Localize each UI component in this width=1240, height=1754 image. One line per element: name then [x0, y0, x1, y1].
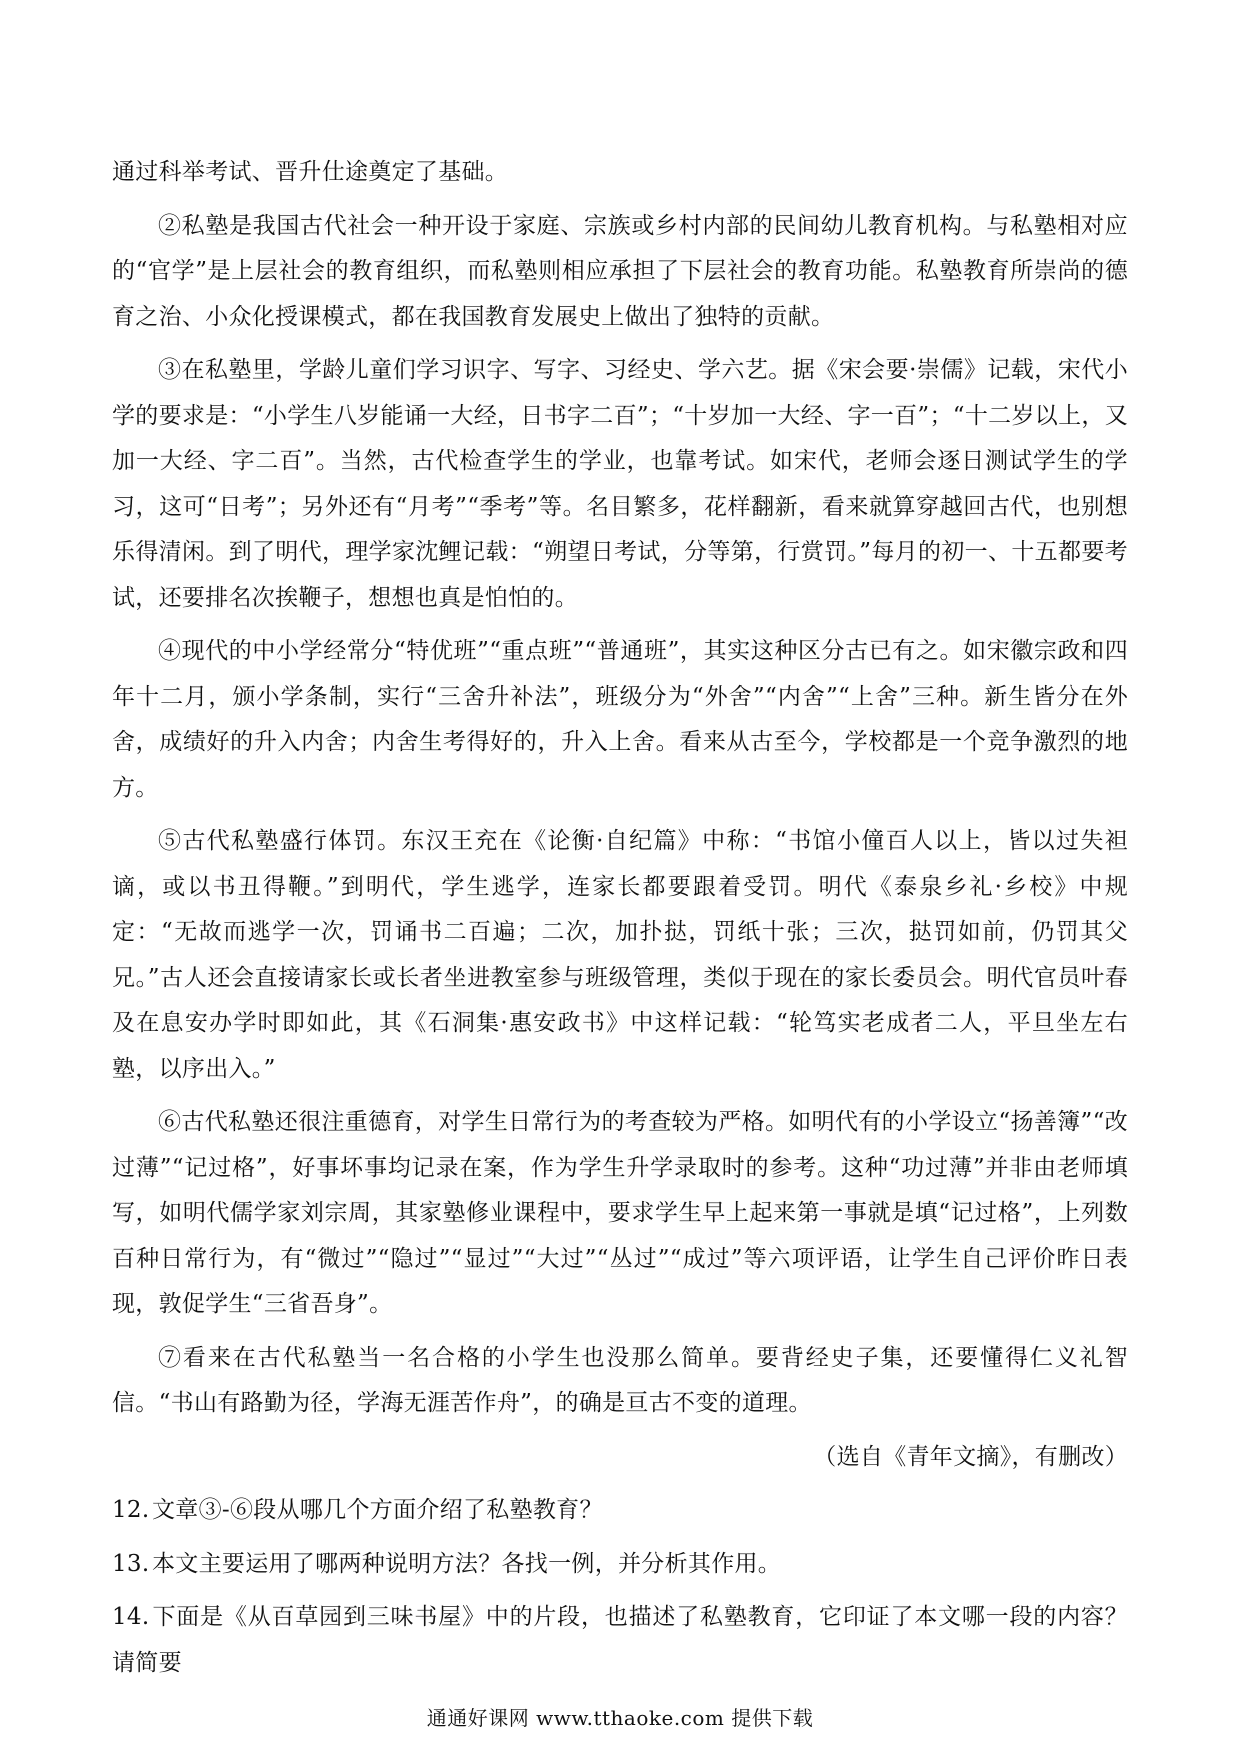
question-text: 下面是《从百草园到三味书屋》中的片段，也描述了私塾教育，它印证了本文哪一段的内容？请简要 [112, 1604, 1128, 1676]
paragraph-2: ②私塾是我国古代社会一种开设于家庭、宗族或乡村内部的民间幼儿教育机构。与私塾相对应的“官学”是上层社会的教育组织，而私塾则相应承担了下层社会的教育功能。私塾教育所崇尚的德育之治、小众化授课模式，都在我国教育发展史上做出了独特的贡献。 [112, 212, 1128, 330]
paragraph-4: ④现代的中小学经常分“特优班”“重点班”“普通班”，其实这种区分古已有之。如宋徽宗政和四年十二月，颁小学条制，实行“三舍升补法”，班级分为“外舍”“内舍”“上舍”三种。新生皆分在外舍，成绩好的升入内舍；内舍生考得好的，升入上舍。看来从古至今，学校都是一个竞争激烈的地方。 [112, 638, 1128, 801]
paragraph-5: ⑤古代私塾盛行体罚。东汉王充在《论衡·自纪篇》中称：“书馆小僮百人以上，皆以过失袒谪，或以书丑得鞭。”到明代，学生逃学，连家长都要跟着受罚。明代《泰泉乡礼·乡校》中规定：“无故而逃学一次，罚诵书二百遍；二次，加扑挞，罚纸十张；三次，挞罚如前，仍罚其父兄。”古人还会直接请家长或长者坐进教室参与班级管理，类似于现在的家长委员会。明代官员叶春及在息安办学时即如此，其《石洞集·惠安政书》中这样记载：“轮笃实老成者二人，平旦坐左右塾，以序出入。” [112, 828, 1128, 1082]
question-14 [112, 1595, 1128, 1686]
article-body [112, 150, 1128, 1694]
source-citation: （选自《青年文摘》，有删改） [813, 1443, 1128, 1470]
question-number: 12. [112, 1497, 150, 1523]
paragraph-7: ⑦看来在古代私塾当一名合格的小学生也没那么简单。要背经史子集，还要懂得仁义礼智信。“书山有路勤为径，学海无涯苦作舟”，的确是亘古不变的道理。 [112, 1344, 1128, 1416]
paragraph-3: ③在私塾里，学龄儿童们学习识字、写字、习经史、学六艺。据《宋会要·崇儒》记载，宋代小学的要求是：“小学生八岁能诵一大经，日书字二百”；“十岁加一大经、字一百”；“十二岁以上，又加一大经、字二百”。当然，古代检查学生的学业，也靠考试。如宋代，老师会逐日测试学生的学习，这可“日考”；另外还有“月考”“季考”等。名目繁多，花样翻新，看来就算穿越回古代，也别想乐得清闲。到了明代，理学家沈鲤记载：“朔望日考试，分等第，行赏罚。”每月的初一、十五都要考试，还要排名次挨鞭子，想想也真是怕怕的。 [112, 357, 1128, 611]
question-number: 14. [112, 1604, 150, 1630]
question-number: 13. [112, 1550, 150, 1577]
paragraph-6: ⑥古代私塾还很注重德育，对学生日常行为的考查较为严格。如明代有的小学设立“扬善簿”“改过薄”“记过格”，好事坏事均记录在案，作为学生升学录取时的参考。这种“功过薄”并非由老师填写，如明代儒学家刘宗周，其家塾修业课程中，要求学生早上起来第一事就是填“记过格”，上列数百种日常行为，有“微过”“隐过”“显过”“大过”“丛过”“成过”等六项评语，让学生自己评价昨日表现，敦促学生“三省吾身”。 [112, 1109, 1128, 1317]
question-text: 文章③-⑥段从哪几个方面介绍了私塾教育？ [152, 1497, 603, 1523]
question-13 [112, 1542, 1128, 1588]
question-text: 本文主要运用了哪两种说明方法？各找一例，并分析其作用。 [152, 1550, 782, 1577]
continuation-line: 通过科举考试、晋升仕途奠定了基础。 [112, 159, 509, 185]
question-12 [112, 1488, 1128, 1534]
page-footer: 通通好课网 www.tthaoke.com 提供下载 [426, 1706, 814, 1730]
